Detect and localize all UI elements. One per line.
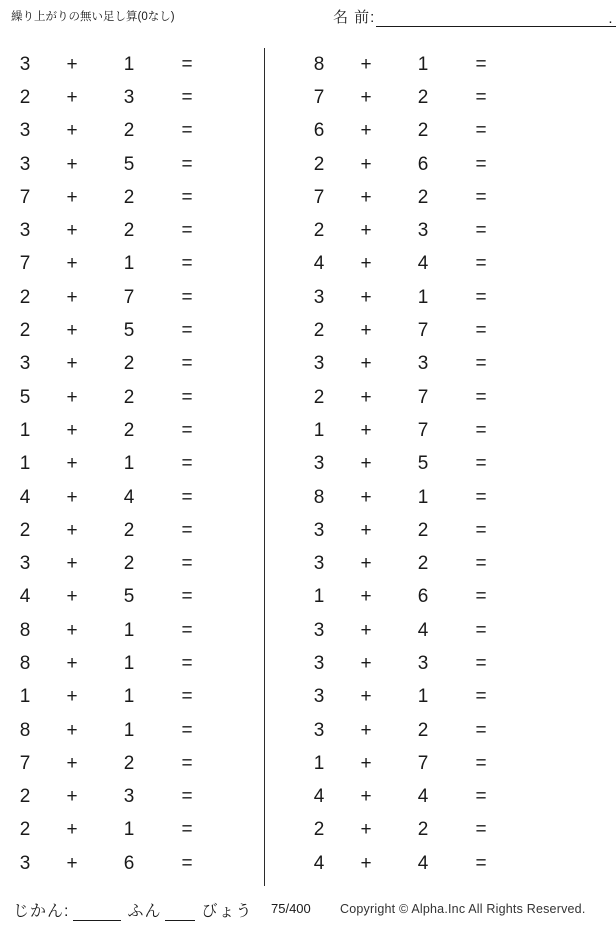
equals-symbol: = [181, 453, 193, 475]
operator-symbol: + [360, 819, 372, 841]
operand-b: 2 [417, 553, 429, 575]
problem-row [300, 614, 564, 647]
problem-row [300, 747, 564, 780]
operand-b: 3 [123, 786, 135, 808]
equals-symbol: = [181, 719, 193, 741]
operator-symbol: + [360, 486, 372, 508]
operand-a: 2 [313, 819, 325, 841]
operand-b: 2 [123, 752, 135, 774]
operator-symbol: + [360, 353, 372, 375]
problem-row [0, 348, 264, 381]
operand-b: 1 [123, 686, 135, 708]
equals-symbol: = [181, 586, 193, 608]
operand-b: 6 [417, 586, 429, 608]
operand-b: 2 [123, 353, 135, 375]
equals-symbol: = [181, 386, 193, 408]
right-column [300, 48, 564, 880]
operator-symbol: + [360, 120, 372, 142]
operand-a: 3 [313, 286, 325, 308]
operand-b: 1 [123, 719, 135, 741]
operand-a: 3 [19, 852, 31, 874]
operand-b: 4 [417, 619, 429, 641]
operand-b: 6 [123, 852, 135, 874]
left-column [0, 48, 264, 880]
equals-symbol: = [475, 453, 487, 475]
operand-b: 2 [417, 186, 429, 208]
operand-a: 2 [19, 786, 31, 808]
operator-symbol: + [66, 752, 78, 774]
operand-a: 4 [313, 253, 325, 275]
operand-b: 2 [123, 120, 135, 142]
operand-a: 7 [313, 186, 325, 208]
operator-symbol: + [66, 553, 78, 575]
problem-row [300, 214, 564, 247]
problem-row [300, 514, 564, 547]
problem-row [0, 747, 264, 780]
problem-row [0, 214, 264, 247]
equals-symbol: = [475, 519, 487, 541]
operand-b: 1 [123, 453, 135, 475]
operand-b: 4 [417, 786, 429, 808]
operator-symbol: + [66, 819, 78, 841]
problem-row [0, 81, 264, 114]
operand-a: 8 [19, 619, 31, 641]
operator-symbol: + [66, 220, 78, 242]
operand-a: 2 [313, 386, 325, 408]
equals-symbol: = [475, 619, 487, 641]
operand-b: 3 [417, 220, 429, 242]
operator-symbol: + [66, 453, 78, 475]
operator-symbol: + [66, 53, 78, 75]
time-seconds-unit: びょう [201, 903, 253, 920]
operator-symbol: + [66, 186, 78, 208]
operator-symbol: + [66, 586, 78, 608]
problem-row [300, 481, 564, 514]
operand-b: 3 [417, 353, 429, 375]
equals-symbol: = [475, 353, 487, 375]
problem-row [0, 281, 264, 314]
operator-symbol: + [360, 553, 372, 575]
problem-row [300, 115, 564, 148]
operand-b: 2 [417, 719, 429, 741]
equals-symbol: = [475, 786, 487, 808]
operand-a: 2 [19, 86, 31, 108]
problem-row [300, 814, 564, 847]
operand-a: 3 [313, 453, 325, 475]
problem-row [0, 781, 264, 814]
time-seconds-input[interactable] [165, 902, 195, 921]
problem-row [0, 547, 264, 580]
equals-symbol: = [475, 120, 487, 142]
equals-symbol: = [181, 819, 193, 841]
time-field-block [13, 898, 252, 921]
operator-symbol: + [66, 519, 78, 541]
operand-a: 3 [19, 220, 31, 242]
equals-symbol: = [475, 220, 487, 242]
equals-symbol: = [475, 286, 487, 308]
equals-symbol: = [475, 253, 487, 275]
operand-b: 7 [417, 752, 429, 774]
equals-symbol: = [475, 719, 487, 741]
operand-b: 1 [123, 652, 135, 674]
operand-a: 8 [313, 53, 325, 75]
problem-row [0, 48, 264, 81]
operand-a: 4 [19, 586, 31, 608]
operand-b: 4 [417, 852, 429, 874]
operator-symbol: + [360, 652, 372, 674]
equals-symbol: = [475, 320, 487, 342]
operand-b: 1 [417, 486, 429, 508]
copyright-notice: Copyright © Alpha.Inc All Rights Reserved. [340, 902, 586, 916]
time-minutes-unit: ふん [127, 903, 162, 920]
operand-b: 1 [123, 819, 135, 841]
page-title: 繰り上がりの無い足し算(0なし) [11, 11, 175, 23]
operand-a: 2 [313, 153, 325, 175]
operand-a: 3 [19, 553, 31, 575]
problem-row [300, 81, 564, 114]
operand-b: 5 [123, 586, 135, 608]
time-minutes-input[interactable] [73, 902, 121, 921]
worksheet-footer [0, 890, 600, 930]
operand-b: 2 [417, 86, 429, 108]
problem-row [0, 714, 264, 747]
equals-symbol: = [181, 752, 193, 774]
operand-b: 2 [123, 186, 135, 208]
equals-symbol: = [181, 652, 193, 674]
operator-symbol: + [360, 86, 372, 108]
operand-a: 3 [19, 53, 31, 75]
operand-a: 1 [313, 586, 325, 608]
operand-a: 2 [19, 519, 31, 541]
problem-row [300, 847, 564, 880]
operand-a: 7 [19, 186, 31, 208]
operand-b: 6 [417, 153, 429, 175]
equals-symbol: = [475, 486, 487, 508]
problem-row [0, 414, 264, 447]
operand-a: 4 [19, 486, 31, 508]
equals-symbol: = [181, 786, 193, 808]
operand-b: 7 [417, 419, 429, 441]
operator-symbol: + [360, 386, 372, 408]
operand-a: 4 [313, 786, 325, 808]
problem-row [300, 148, 564, 181]
problem-row [0, 115, 264, 148]
problem-row [0, 314, 264, 347]
problem-row [0, 481, 264, 514]
operand-a: 2 [19, 286, 31, 308]
problem-row [0, 581, 264, 614]
operand-b: 1 [123, 253, 135, 275]
problem-row [0, 381, 264, 414]
operand-a: 1 [19, 453, 31, 475]
problem-row [300, 381, 564, 414]
equals-symbol: = [475, 553, 487, 575]
operator-symbol: + [66, 286, 78, 308]
problem-row [0, 448, 264, 481]
operator-symbol: + [360, 286, 372, 308]
equals-symbol: = [475, 586, 487, 608]
operand-b: 7 [417, 320, 429, 342]
operand-b: 1 [417, 286, 429, 308]
operand-a: 8 [313, 486, 325, 508]
equals-symbol: = [475, 819, 487, 841]
operator-symbol: + [66, 686, 78, 708]
equals-symbol: = [181, 286, 193, 308]
time-label: じかん: [13, 903, 70, 920]
operator-symbol: + [66, 120, 78, 142]
operand-a: 1 [313, 419, 325, 441]
problem-row [300, 714, 564, 747]
problem-row [300, 314, 564, 347]
problem-row [300, 647, 564, 680]
operand-b: 1 [417, 686, 429, 708]
operand-b: 4 [417, 253, 429, 275]
page-count: 75/400 [271, 901, 311, 916]
problem-row [300, 781, 564, 814]
problem-row [0, 614, 264, 647]
problem-row [300, 581, 564, 614]
operand-a: 3 [19, 120, 31, 142]
equals-symbol: = [475, 186, 487, 208]
operand-a: 4 [313, 852, 325, 874]
equals-symbol: = [475, 53, 487, 75]
operator-symbol: + [360, 719, 372, 741]
operator-symbol: + [360, 852, 372, 874]
equals-symbol: = [475, 86, 487, 108]
operator-symbol: + [66, 419, 78, 441]
operand-a: 2 [313, 320, 325, 342]
problems-area [0, 48, 600, 880]
operator-symbol: + [360, 619, 372, 641]
operand-b: 7 [417, 386, 429, 408]
name-period: . [608, 10, 613, 27]
operand-a: 7 [313, 86, 325, 108]
equals-symbol: = [475, 386, 487, 408]
equals-symbol: = [181, 53, 193, 75]
operator-symbol: + [66, 652, 78, 674]
equals-symbol: = [181, 120, 193, 142]
operand-a: 2 [313, 220, 325, 242]
operand-a: 2 [19, 320, 31, 342]
operator-symbol: + [360, 786, 372, 808]
equals-symbol: = [181, 353, 193, 375]
equals-symbol: = [181, 186, 193, 208]
operand-a: 7 [19, 752, 31, 774]
operator-symbol: + [66, 786, 78, 808]
operand-a: 3 [19, 153, 31, 175]
operand-a: 7 [19, 253, 31, 275]
operator-symbol: + [360, 220, 372, 242]
operator-symbol: + [66, 86, 78, 108]
problem-row [300, 281, 564, 314]
name-label: 名 前: [333, 9, 376, 26]
equals-symbol: = [181, 253, 193, 275]
name-field-block [333, 6, 613, 27]
equals-symbol: = [475, 686, 487, 708]
problem-row [300, 348, 564, 381]
equals-symbol: = [181, 486, 193, 508]
problem-row [0, 814, 264, 847]
problem-row [300, 681, 564, 714]
operator-symbol: + [66, 719, 78, 741]
operator-symbol: + [360, 320, 372, 342]
operator-symbol: + [66, 253, 78, 275]
operand-a: 2 [19, 819, 31, 841]
problem-row [0, 847, 264, 880]
operand-b: 2 [417, 819, 429, 841]
operand-b: 5 [123, 153, 135, 175]
operand-a: 3 [313, 619, 325, 641]
operand-b: 1 [123, 53, 135, 75]
operator-symbol: + [66, 852, 78, 874]
operand-b: 3 [417, 652, 429, 674]
equals-symbol: = [181, 153, 193, 175]
operator-symbol: + [360, 752, 372, 774]
operand-a: 3 [313, 553, 325, 575]
operand-b: 2 [417, 519, 429, 541]
operator-symbol: + [66, 353, 78, 375]
operand-a: 5 [19, 386, 31, 408]
equals-symbol: = [181, 320, 193, 342]
operator-symbol: + [360, 419, 372, 441]
equals-symbol: = [181, 220, 193, 242]
operand-b: 3 [123, 86, 135, 108]
operand-a: 3 [313, 652, 325, 674]
operator-symbol: + [66, 320, 78, 342]
problem-row [0, 148, 264, 181]
operand-a: 8 [19, 652, 31, 674]
operand-b: 2 [123, 220, 135, 242]
operand-b: 2 [123, 553, 135, 575]
operand-b: 1 [417, 53, 429, 75]
operator-symbol: + [360, 453, 372, 475]
operand-a: 1 [313, 752, 325, 774]
operand-a: 1 [19, 419, 31, 441]
operand-a: 1 [19, 686, 31, 708]
operator-symbol: + [360, 686, 372, 708]
operator-symbol: + [360, 153, 372, 175]
problem-row [300, 181, 564, 214]
operand-b: 2 [123, 419, 135, 441]
worksheet-header [0, 0, 613, 44]
equals-symbol: = [181, 686, 193, 708]
equals-symbol: = [475, 153, 487, 175]
operand-b: 5 [123, 320, 135, 342]
operand-b: 2 [123, 519, 135, 541]
problem-row [0, 681, 264, 714]
equals-symbol: = [181, 852, 193, 874]
operator-symbol: + [360, 519, 372, 541]
equals-symbol: = [181, 553, 193, 575]
equals-symbol: = [181, 619, 193, 641]
operator-symbol: + [360, 253, 372, 275]
operand-a: 3 [313, 686, 325, 708]
problem-row [0, 647, 264, 680]
operator-symbol: + [360, 586, 372, 608]
equals-symbol: = [475, 652, 487, 674]
operand-a: 3 [313, 353, 325, 375]
operator-symbol: + [360, 186, 372, 208]
operand-b: 5 [417, 453, 429, 475]
problem-row [0, 514, 264, 547]
equals-symbol: = [475, 752, 487, 774]
equals-symbol: = [181, 519, 193, 541]
equals-symbol: = [475, 419, 487, 441]
name-input-line[interactable] [376, 9, 616, 27]
operand-b: 2 [123, 386, 135, 408]
operand-b: 7 [123, 286, 135, 308]
problem-row [300, 448, 564, 481]
operand-b: 1 [123, 619, 135, 641]
operand-a: 3 [19, 353, 31, 375]
operator-symbol: + [66, 386, 78, 408]
operand-b: 2 [417, 120, 429, 142]
problem-row [300, 48, 564, 81]
operator-symbol: + [66, 153, 78, 175]
operand-a: 8 [19, 719, 31, 741]
problem-row [300, 248, 564, 281]
problem-row [300, 414, 564, 447]
operand-b: 4 [123, 486, 135, 508]
operator-symbol: + [360, 53, 372, 75]
operator-symbol: + [66, 486, 78, 508]
equals-symbol: = [181, 419, 193, 441]
operator-symbol: + [66, 619, 78, 641]
operand-a: 3 [313, 519, 325, 541]
problem-row [0, 181, 264, 214]
equals-symbol: = [181, 86, 193, 108]
operand-a: 6 [313, 120, 325, 142]
problem-row [0, 248, 264, 281]
operand-a: 3 [313, 719, 325, 741]
equals-symbol: = [475, 852, 487, 874]
problem-row [300, 547, 564, 580]
